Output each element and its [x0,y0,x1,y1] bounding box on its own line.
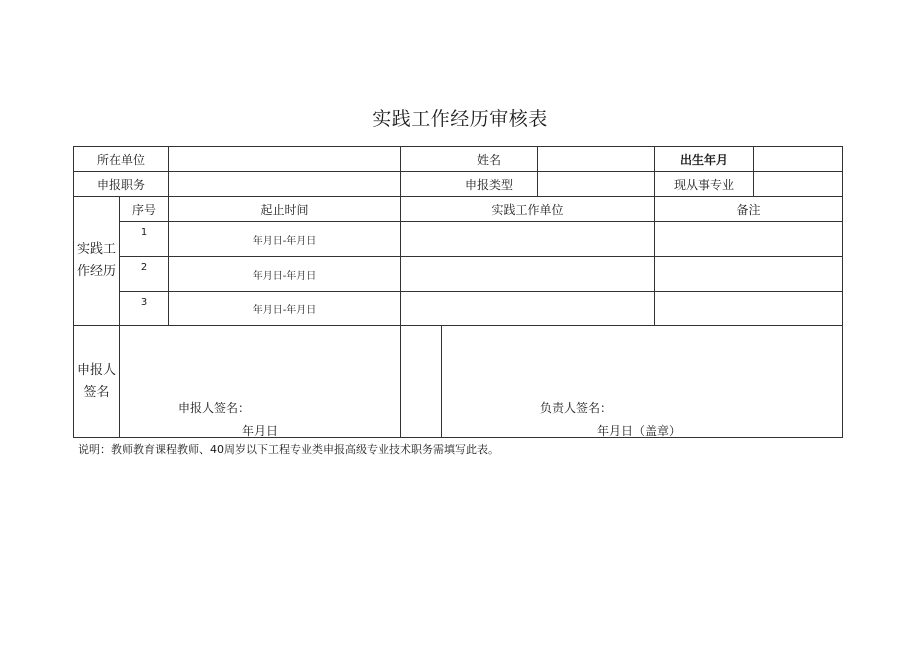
signature-label-line1: 申报人 [76,362,116,378]
form-title: 实践工作经历审核表 [372,108,548,130]
experience-label-line2: 作经历 [76,264,116,279]
signature-section-label [74,326,120,438]
type-field[interactable] [538,172,655,197]
period-header: 起止时间 [169,197,401,222]
experience-row [74,222,843,257]
name-label: 姓名 [401,147,538,172]
work-unit-cell[interactable] [401,222,655,257]
experience-row [74,292,843,326]
applicant-date-label: 年月日 [242,424,279,438]
period-cell[interactable]: 年月日-年月日 [169,292,401,326]
work-unit-header: 实践工作单位 [401,197,655,222]
work-unit-cell[interactable] [401,292,655,326]
applicant-signature-label: 申报人签名： [178,401,251,415]
seq-cell: 1 [120,222,169,257]
specialty-field[interactable] [754,172,843,197]
signature-spacer-cell [401,326,442,438]
signature-label-line2: 签名 [83,384,110,400]
form-note: 说明：教师教育课程教师、40周岁以下工程专业类申报高级专业技术职务需填写此表。 [78,443,499,456]
seq-cell: 3 [120,292,169,326]
name-field[interactable] [538,147,655,172]
signature-row [74,326,843,438]
work-unit-cell[interactable] [401,257,655,292]
seq-header: 序号 [120,197,169,222]
specialty-label: 现从事专业 [655,172,754,197]
experience-row [74,257,843,292]
experience-label-line1: 实践工 [76,242,116,257]
row-basic-info-2 [74,172,843,197]
birth-label: 出生年月 [655,147,754,172]
leader-date-label: 年月日（盖章） [597,424,682,438]
birth-field[interactable] [754,147,843,172]
remarks-header: 备注 [655,197,843,222]
experience-section-label [74,197,120,326]
applicant-signature-area[interactable] [120,326,401,438]
position-label: 申报职务 [74,172,169,197]
period-cell[interactable]: 年月日-年月日 [169,222,401,257]
unit-label: 所在单位 [74,147,169,172]
leader-signature-label: 负责人签名： [540,401,613,415]
leader-signature-area[interactable] [442,326,843,438]
position-field[interactable] [169,172,401,197]
remarks-cell[interactable] [655,292,843,326]
experience-header-row [74,197,843,222]
review-form-table [73,146,843,438]
period-cell[interactable]: 年月日-年月日 [169,257,401,292]
seq-cell: 2 [120,257,169,292]
unit-field[interactable] [169,147,401,172]
remarks-cell[interactable] [655,257,843,292]
row-basic-info-1 [74,147,843,172]
type-label: 申报类型 [401,172,538,197]
remarks-cell[interactable] [655,222,843,257]
